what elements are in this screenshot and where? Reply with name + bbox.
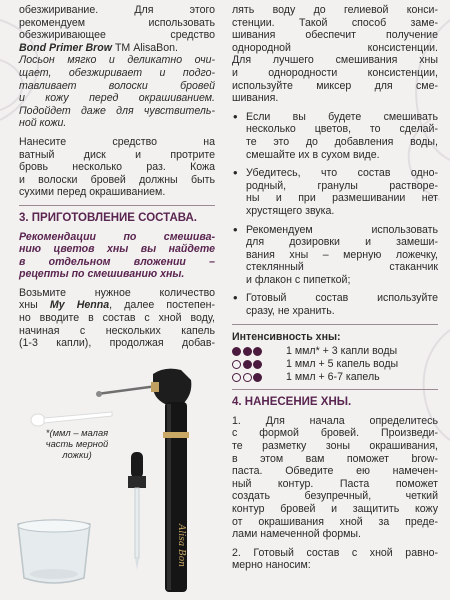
text-line: и флакон с пипеткой; <box>246 273 351 286</box>
text-line: те разметку зоны окрашивания, <box>232 440 438 453</box>
text-line: несколько цветов, то сделай- <box>246 123 438 136</box>
paragraph-continuation <box>232 4 438 105</box>
section-4-title: 4. НАНЕСЕНИЕ ХНЫ. <box>232 396 352 409</box>
empty-dot-icon <box>232 360 241 369</box>
text-line: Возьмите нужное количество <box>19 286 215 299</box>
text-line: рецепты по смешиванию хны. <box>19 268 185 281</box>
text-line: контур бровей и защитить кожу <box>232 503 438 515</box>
text-line: и волоски бровей должны быть <box>19 173 215 186</box>
text-line: сразу, не хранить. <box>246 305 335 318</box>
text-line: • Убедитесь, что состав одно- <box>246 167 438 180</box>
text-line: мерно наносим: <box>232 559 311 572</box>
text-line: стенции. Такой способ заме- <box>232 16 438 29</box>
text-line: Для лучшего смешивания хны <box>232 54 438 67</box>
left-column <box>19 0 215 356</box>
dose-text: 1 ммл + 5 капель воды <box>286 357 399 370</box>
text-line: лять воду до гелиевой конси- <box>232 4 438 16</box>
text-line: Подойдет даже для чувствитель- <box>19 104 215 117</box>
paragraph-mixing <box>19 287 215 350</box>
text-line: Нанесите средство на <box>19 135 215 148</box>
text-line: • Готовый состав используйте <box>246 292 438 305</box>
text-line: хрустящего звука. <box>246 204 335 217</box>
text-line: смешайте их в сухом виде. <box>246 148 380 161</box>
text-line: те это до добавления воды, <box>246 135 438 148</box>
pipette-image <box>122 452 152 572</box>
text-line: с формой бровей. Произведи- <box>232 427 438 440</box>
text-line: • Рекомендуем использовать <box>246 223 438 236</box>
recommendation-note <box>19 231 215 281</box>
text-line: Лосьон мягко и деликатно очи- <box>19 54 215 67</box>
text-line: для дозировки и замеши- <box>246 236 438 249</box>
text-line: обезжиривание. Для этого <box>19 4 215 16</box>
device-brand-label: Alisa Bon <box>176 524 186 567</box>
dose-text: 1 ммл + 6-7 капель <box>286 370 380 383</box>
text-line: используйте миксер для сме- <box>232 79 438 92</box>
intensity-dots <box>232 373 286 382</box>
text-line: бровь несколько раз. Кожа <box>19 161 215 174</box>
product-line <box>19 42 215 55</box>
text-line: начиная с нескольких капель <box>19 324 215 337</box>
paragraph-apply-lotion <box>19 136 215 199</box>
paragraph-brow-shape <box>232 415 438 541</box>
text-line: нию цветов хны вы найдете <box>19 243 215 256</box>
bullet-tools <box>232 224 438 287</box>
filled-dot-icon <box>253 360 262 369</box>
brand-name: My Henna <box>49 299 110 312</box>
text-line: рекомендуем использовать <box>19 16 215 29</box>
text-line: но вводите в состав с хной воду, <box>19 312 215 325</box>
text-line: шивания обеспечит получение <box>232 29 438 42</box>
empty-dot-icon <box>243 373 252 382</box>
text-fragment: хны <box>19 299 50 312</box>
section-divider <box>19 205 215 206</box>
text-line: от окрашивания хной за преде- <box>232 515 438 528</box>
section-divider <box>232 389 438 390</box>
product-brand: ТМ AlisaBon. <box>112 41 178 54</box>
bullet-check-uniformity <box>232 167 438 217</box>
text-line: вания хны – мерную ложечку, <box>246 248 438 261</box>
text-line: 1. Для начала определитесь <box>232 414 438 427</box>
text-line: создать безупречный, четкий <box>232 490 438 503</box>
glass-cup-image <box>14 518 94 588</box>
filled-dot-icon <box>253 347 262 356</box>
empty-dot-icon <box>232 373 241 382</box>
text-line: ный контур. Паста поможет <box>232 477 438 490</box>
text-line: лами намеченной формы. <box>232 528 361 541</box>
dose-row-strong <box>232 345 438 357</box>
paragraph-apply-henna <box>232 547 438 572</box>
text-line: однородной консистенции. <box>232 41 438 54</box>
product-name: Bond Primer Brow <box>19 41 113 54</box>
measuring-spoon-caption: *(ммл – малая часть мерной ложки) <box>45 427 109 460</box>
dose-row-light <box>232 371 438 383</box>
text-line: родный, гранулы растворе- <box>246 179 438 192</box>
text-line: ны и при размешивании нет <box>246 192 438 205</box>
text-line: ватный диск и протрите <box>19 148 215 161</box>
text-line: (1-3 капли), продолжая добав- <box>19 337 215 350</box>
text-line: в отдельном вложении – <box>19 255 215 268</box>
text-line: в этом вам поможет brow- <box>232 452 438 465</box>
text-line: Рекомендации по смешива- <box>19 230 215 243</box>
bullet-use-immediately <box>232 292 438 317</box>
text-line: паста. Обведите ею намечен- <box>232 465 438 478</box>
text-line: и кожу перед окрашиванием. <box>19 92 215 105</box>
text-fragment: , далее постепен- <box>109 299 215 312</box>
dose-row-medium <box>232 358 438 370</box>
intensity-dots <box>232 347 286 356</box>
paragraph-degrease <box>19 4 215 130</box>
dose-text: 1 ммл* + 3 капли воды <box>286 344 398 357</box>
filled-dot-icon <box>243 360 252 369</box>
text-line: щает, обезжиривает и подго- <box>19 66 215 79</box>
filled-dot-icon <box>243 347 252 356</box>
text-line: ной кожи. <box>19 117 67 130</box>
intensity-title: Интенсивность хны: <box>232 330 341 343</box>
section-divider <box>232 324 438 325</box>
bullet-mix-colors <box>232 111 438 161</box>
text-line: шивания. <box>232 92 279 105</box>
text-line: 2. Готовый состав с хной равно- <box>232 546 438 559</box>
text-line: и однородности консистенции, <box>232 66 438 79</box>
filled-dot-icon <box>232 347 241 356</box>
section-3-title: 3. ПРИГОТОВЛЕНИЕ СОСТАВА. <box>19 211 197 224</box>
intensity-dots <box>232 360 286 369</box>
text-line: сухими перед окрашиванием. <box>19 186 166 199</box>
right-column <box>232 0 438 578</box>
text-line: обезжиривающее средство <box>19 29 215 42</box>
filled-dot-icon <box>253 373 262 382</box>
text-line: • Если вы будете смешивать <box>246 110 438 123</box>
text-line: тавливает волоски бровей <box>19 79 215 92</box>
mixer-device-image <box>95 364 225 594</box>
text-line-brand <box>19 299 215 312</box>
text-line: стеклянный стаканчик <box>246 261 438 274</box>
